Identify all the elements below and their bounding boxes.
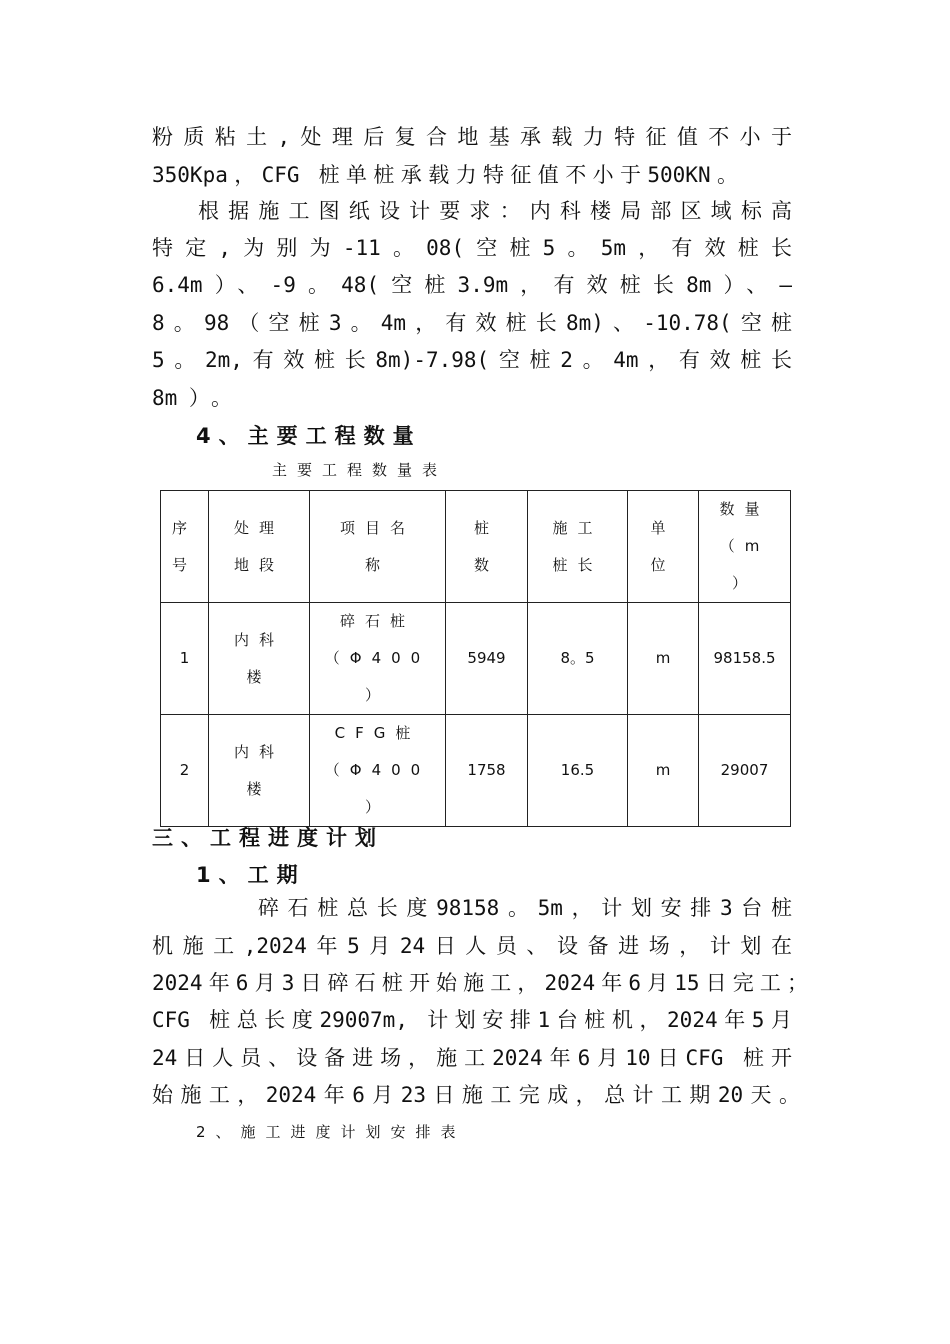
cell-item: 碎石桩 （Φ400 ） <box>310 603 446 715</box>
paragraph-line: 6.4m）、-9。48(空桩3.9m，有效桩长8m）、— <box>152 273 792 297</box>
cell-unit: m <box>628 715 699 827</box>
cell-qty: 98158.5 <box>699 603 791 715</box>
table-row <box>161 603 791 715</box>
schedule-line: CFG 桩总长度29007m, 计划安排1台桩机，2024年5月 <box>152 1008 792 1032</box>
schedule-caption: 2、施工进度计划安排表 <box>196 1123 466 1141</box>
cell-qty: 29007 <box>699 715 791 827</box>
cell-no: 1 <box>161 603 209 715</box>
schedule-line: 机施工,2024年5月24日人员、设备进场，计划在 <box>152 934 792 958</box>
header-cell: 处理 地段 <box>209 491 310 603</box>
section-heading: 4、主要工程数量 <box>196 424 422 448</box>
paragraph-line: 5。2m,有效桩长8m)-7.98(空桩2。4m，有效桩长 <box>152 348 792 372</box>
cell-unit: m <box>628 603 699 715</box>
cell-length: 16.5 <box>528 715 628 827</box>
cell-item: CFG桩 （Φ400 ） <box>310 715 446 827</box>
header-cell: 项目名 称 <box>310 491 446 603</box>
table-caption: 主要工程数量表 <box>272 461 448 479</box>
schedule-line: 始施工，2024年6月23日施工完成，总计工期20天。 <box>152 1083 800 1107</box>
paragraph-line: 8m）。 <box>152 386 232 410</box>
paragraph-line: 粉质粘土,处理后复合地基承载力特征值不小于 <box>152 125 792 149</box>
cell-count: 1758 <box>446 715 528 827</box>
header-cell: 数量 （m ） <box>699 491 791 603</box>
header-cell: 施工 桩长 <box>528 491 628 603</box>
cell-section: 内科 楼 <box>209 603 310 715</box>
header-cell: 单 位 <box>628 491 699 603</box>
subsection-heading: 1、工期 <box>196 863 306 887</box>
cell-count: 5949 <box>446 603 528 715</box>
schedule-line: 2024年6月3日碎石桩开始施工，2024年6月15日完工； <box>152 971 808 995</box>
cell-no: 2 <box>161 715 209 827</box>
header-cell: 桩 数 <box>446 491 528 603</box>
table-row <box>161 715 791 827</box>
paragraph-line: 特定,为别为-11。08(空桩5。5m，有效桩长 <box>152 236 792 260</box>
chapter-heading: 三、工程进度计划 <box>152 826 384 850</box>
quantity-table <box>160 490 791 827</box>
paragraph-line: 8。98（空桩3。4m，有效桩长8m)、-10.78(空桩 <box>152 311 792 335</box>
schedule-line: 碎石桩总长度98158。5m，计划安排3台桩 <box>258 896 792 920</box>
schedule-line: 24日人员、设备进场，施工2024年6月10日CFG 桩开 <box>152 1046 792 1070</box>
cell-section: 内科 楼 <box>209 715 310 827</box>
paragraph-line: 根据施工图纸设计要求：内科楼局部区域标高 <box>198 199 792 223</box>
paragraph-line: 350Kpa，CFG 桩单桩承载力特征值不小于500KN。 <box>152 163 738 187</box>
header-cell: 序 号 <box>161 491 209 603</box>
table-header-row <box>161 491 791 603</box>
cell-length: 8。5 <box>528 603 628 715</box>
